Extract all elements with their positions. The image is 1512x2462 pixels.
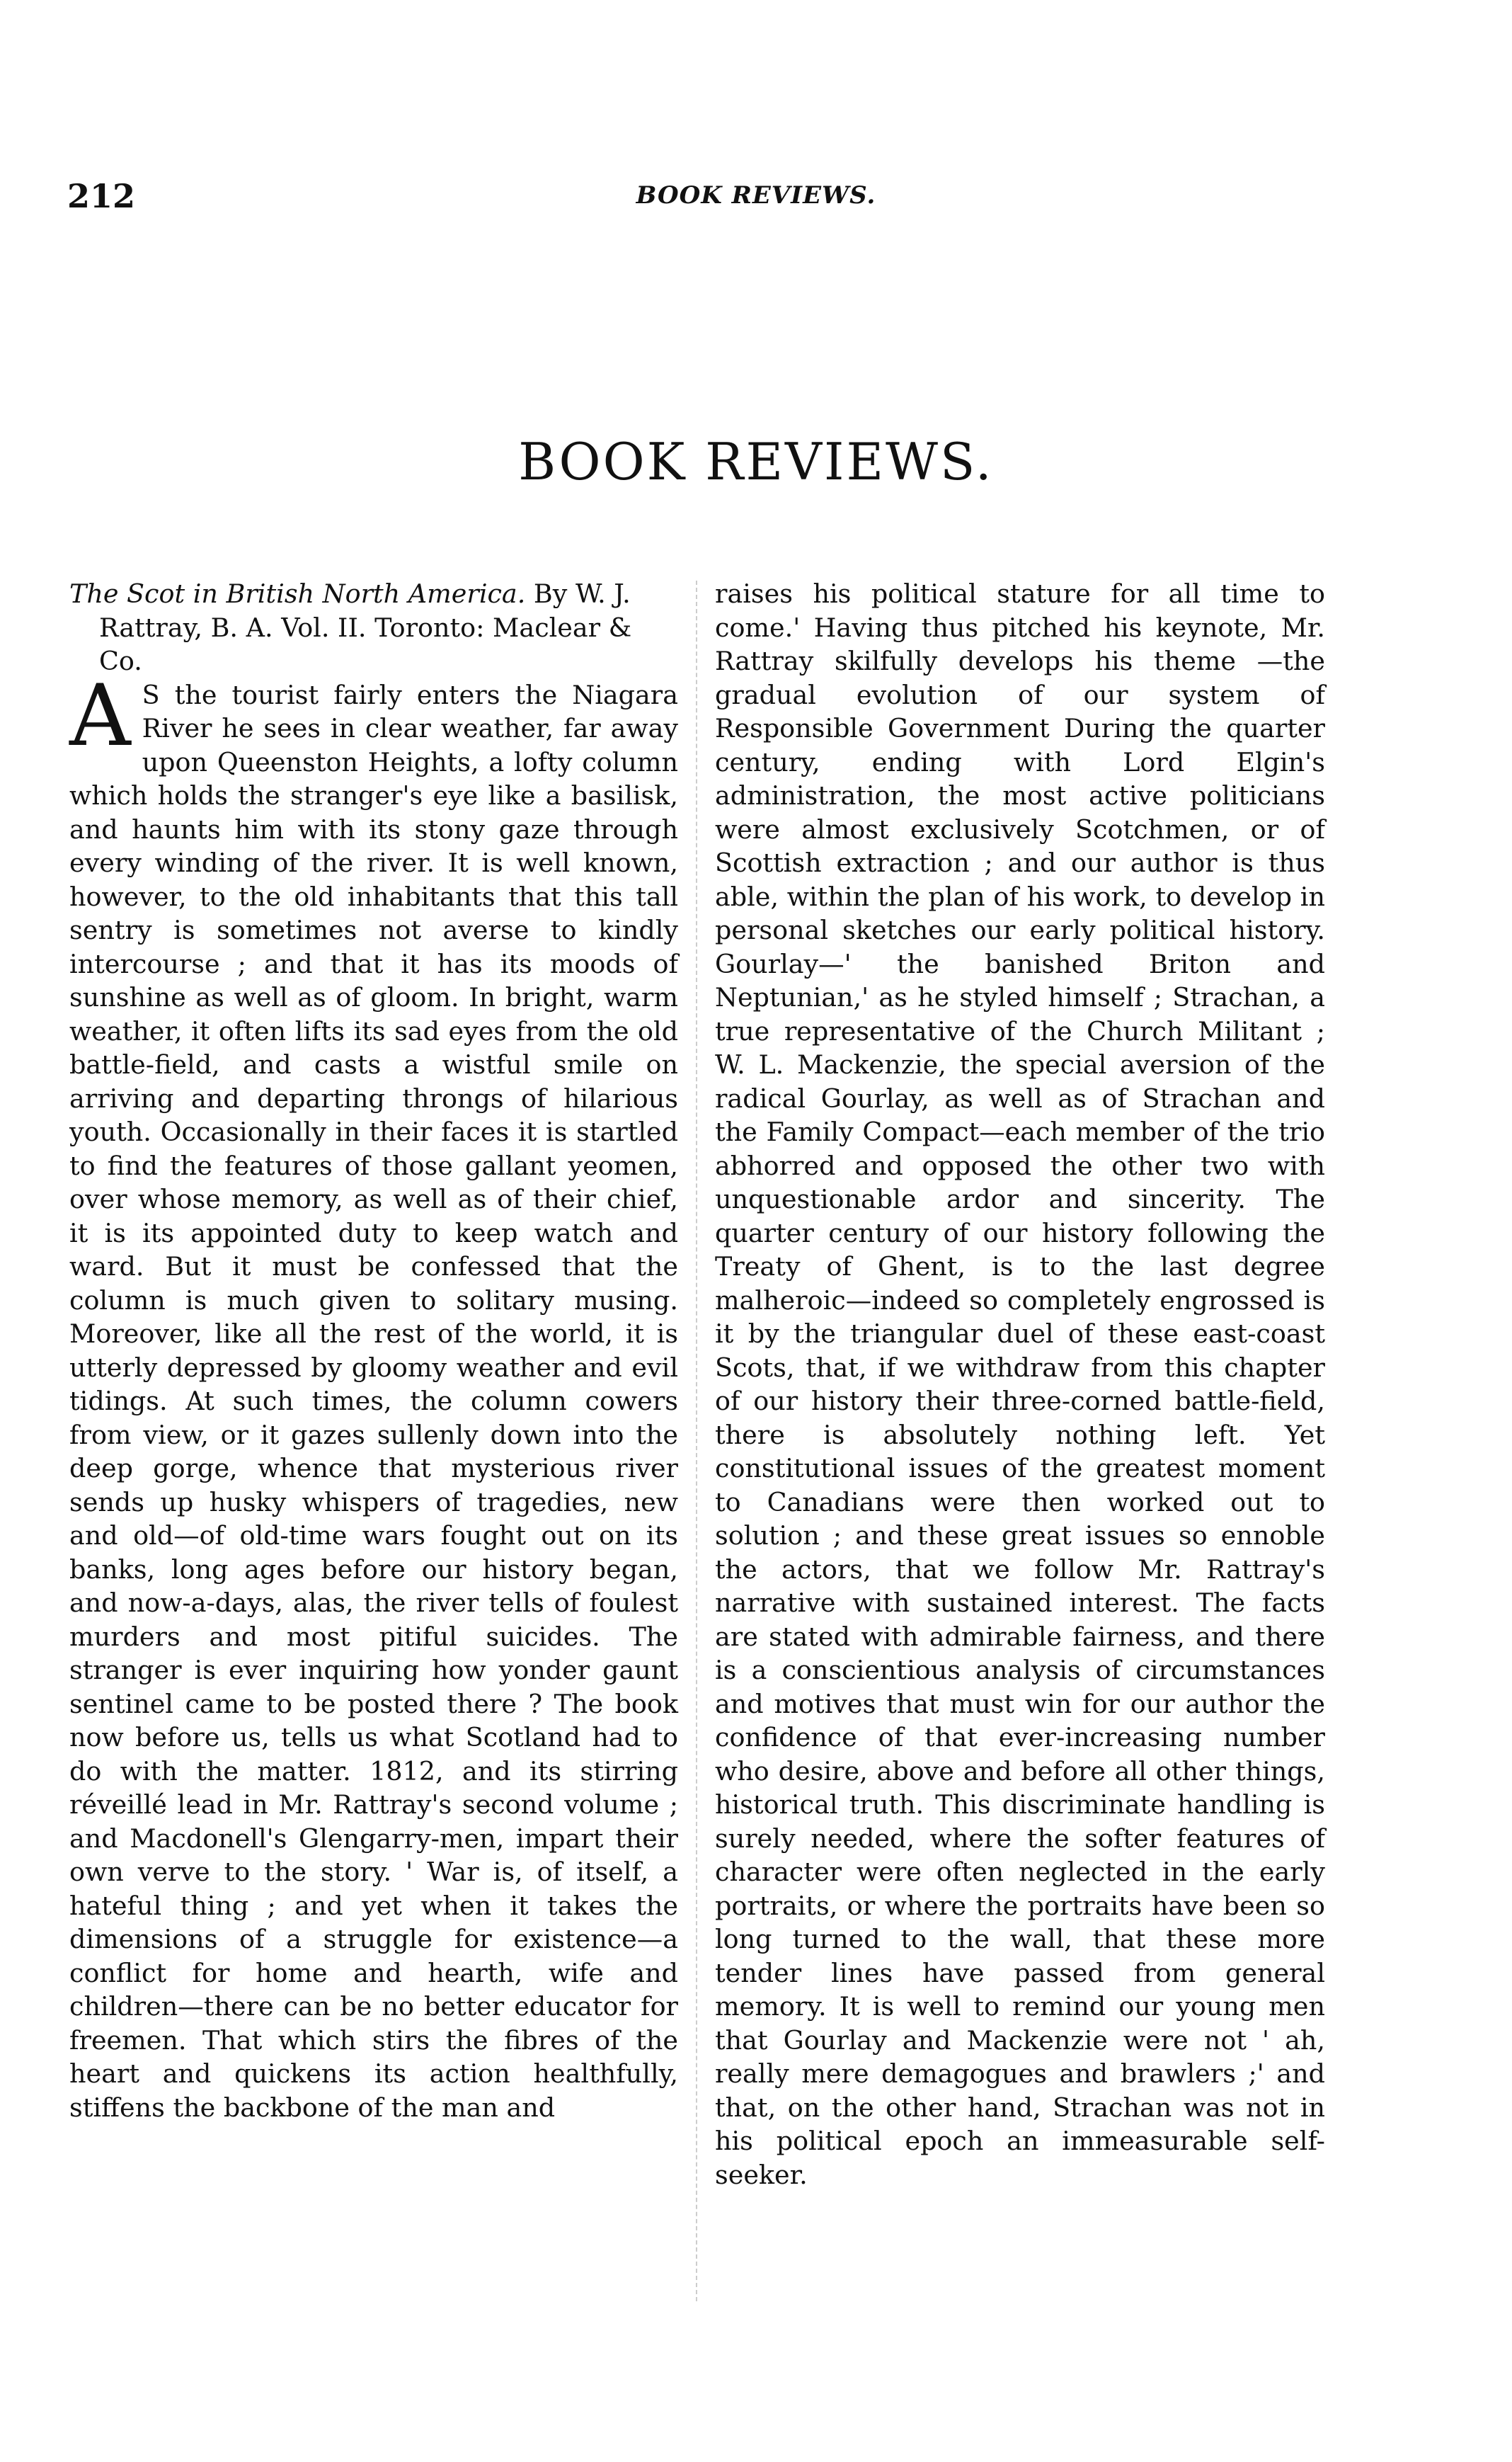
column-divider [696,581,697,2301]
review-body-left [69,666,678,2125]
review-body-right: raises his political stature for all time to come.' Having thus pitched his keynote, Mr. Rattray skilfully develops his theme —the gradual evolution of our system of Responsible Government During the quarter century, ending with Lord Elgin's administration, the most active politicians were almost exclusively Scotchmen, or of Scottish extraction ; and our author is thus able, within the plan of his work, to develop in personal sketches our early political history. Gourlay—' the banished Briton and Neptunian,' as he styled himself ; Strachan, a true representative of the Church Militant ; W. L. Mackenzie, the special aversion of the radical Gourlay, as well as of Strachan and the Family Compact—each member of the trio abhorred and opposed the other two with unquestionable ardor and sincerity. The quarter century of our history following the Treaty of Ghent, is to the last degree malheroic—indeed so completely engrossed is it by the triangular duel of these east-coast Scots, that, if we withdraw from this chapter of our history their three-corned battle-field, there is absolutely nothing left. Yet constitutional issues of the greatest moment to Canadians were then worked out to solution ; and these great issues so ennoble the actors, that we follow Mr. Rattray's narrative with sustained interest. The facts are stated with admirable fairness, and there is a conscientious analysis of circumstances and motives that must win for our author the confidence of that ever-increasing number who desire, above and before all other things, historical truth. This discriminate handling is surely needed, where the softer features of character were often neglected in the early portraits, or where the portraits have been so long turned to the wall, that these more tender lines have passed from general memory. It is well to remind our young men that Gourlay and Mackenzie were not ' ah, really mere demagogues and brawlers ;' and that, on the other hand, Strachan was not in his political epoch an immeasurable self-seeker. [715,579,1325,2190]
right-column [715,577,1325,2192]
review-citation [69,577,678,678]
section-title: BOOK REVIEWS. [518,432,994,491]
body-text-left: S the tourist fairly enters the Niagara River he sees in clear weather, far away upon Queenston Heights, a lofty column which holds the stranger's eye like a basilisk, and haunts him with its stony gaze through every winding of the river. It is well known, however, to the old inhabitants that this tall sentry is sometimes not averse to kindly intercourse ; and that it has its moods of sunshine as well as of gloom. In bright, warm weather, it often lifts its sad eyes from the old battle-field, and casts a wistful smile on arriving and departing throngs of hilarious youth. Occasionally in their faces it is startled to find the features of those gallant yeomen, over whose memory, as well as of their chief, it is its appointed duty to keep watch and ward. But it must be confessed that the column is much given to solitary musing. Moreover, like all the rest of the world, it is utterly depressed by gloomy weather and evil tidings. At such times, the column cowers from view, or it gazes sullenly down into the deep gorge, whence that mysterious river sends up husky whispers of tragedies, new and old—of old-time wars fought out on its banks, long ages before our history began, and now-a-days, alas, the river tells of foulest murders and most pitiful suicides. The stranger is ever inquiring how yonder gaunt sentinel came to be posted there ? The book now before us, tells us what Scotland had to do with the matter. 1812, and its stirring réveillé lead in Mr. Rattray's second volume ; and Macdonell's Glengarry-men, impart their own verve to the story. ' War is, of itself, a hateful thing ; and yet when it takes the dimensions of a struggle for existence—a conflict for home and hearth, wife and children—there can be no better educator for freemen. That which stirs the fibres of the heart and quickens its action healthfully, stiffens the backbone of the man and [69,679,678,2123]
page-number: 212 [67,177,136,215]
left-column [69,577,678,2124]
running-head [67,177,1445,220]
citation-book-title: The Scot in British North America. [69,579,526,609]
citation-details: By W. J. Rattray, B. A. Vol. II. Toronto: Maclear & Co. [99,579,632,676]
drop-cap: A [69,666,131,765]
running-title: BOOK REVIEWS. [636,181,876,210]
